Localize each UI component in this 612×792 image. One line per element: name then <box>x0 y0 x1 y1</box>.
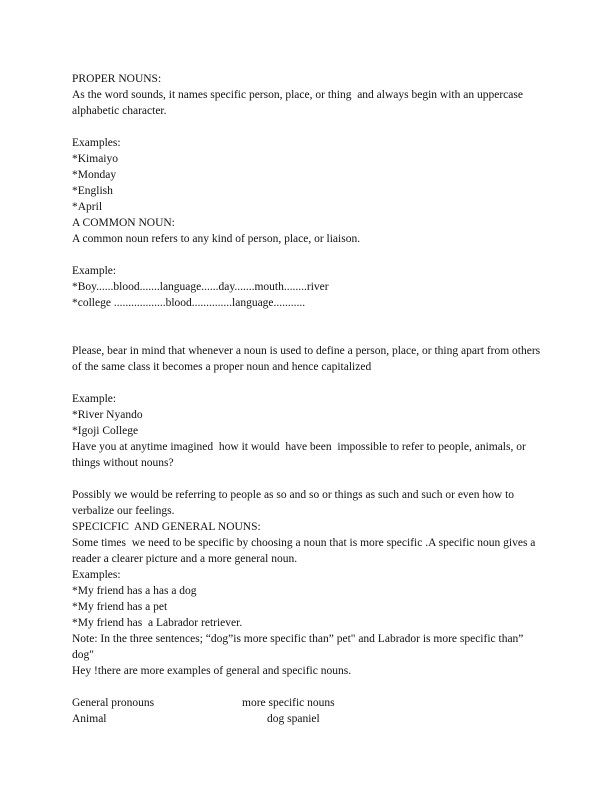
more-examples-line: Hey !there are more examples of general and specific nouns. <box>72 665 352 677</box>
document-page <box>72 71 542 727</box>
proper-noun-example: *Kimaiyo <box>72 153 118 165</box>
table-header-specific: more specific nouns <box>242 697 335 709</box>
capitalization-example: *River Nyando <box>72 409 143 421</box>
capitalization-example-label: Example: <box>72 393 117 405</box>
proper-noun-example: *April <box>72 201 103 213</box>
common-noun-example-label: Example: <box>72 265 117 277</box>
capitalization-note: Please, bear in mind that whenever a noun is used to define a person, place, or thing apart from others of the same class it becomes a proper noun and hence capitalized <box>72 345 544 373</box>
proper-nouns-heading: PROPER NOUNS: <box>72 73 162 85</box>
proper-nouns-examples-label: Examples: <box>72 137 121 149</box>
possibly-paragraph: Possibly we would be referring to people as so and so or things as such and such or even how to verbalize our feelings. <box>72 489 517 517</box>
table-cell-general: Animal <box>72 713 107 725</box>
specific-general-example: *My friend has a Labrador retriever. <box>72 617 243 629</box>
table-cell-specific: dog spaniel <box>267 713 320 725</box>
specific-general-example: *My friend has a pet <box>72 601 168 613</box>
specific-general-examples-label: Examples: <box>72 569 121 581</box>
proper-noun-example: *English <box>72 185 113 197</box>
table-row <box>72 711 542 727</box>
proper-nouns-definition: As the word sounds, it names specific person, place, or thing and always begin with an uppercase alphabetic character. <box>72 89 526 117</box>
proper-noun-example: *Monday <box>72 169 117 181</box>
capitalization-example: *Igoji College <box>72 425 139 437</box>
common-noun-heading: A COMMON NOUN: <box>72 217 175 229</box>
common-noun-definition: A common noun refers to any kind of person, place, or liaison. <box>72 233 361 245</box>
specific-general-example: *My friend has a has a dog <box>72 585 197 597</box>
specific-general-heading: SPECICFIC AND GENERAL NOUNS: <box>72 521 261 533</box>
table-header-row <box>72 695 542 711</box>
common-noun-example: *college ..................blood..............language........... <box>72 297 306 309</box>
common-noun-example: *Boy......blood.......language......day.......mouth........river <box>72 281 329 293</box>
specific-general-note: Note: In the three sentences; “dog”is more specific than” pet" and Labrador is more specific than” dog" <box>72 633 527 661</box>
nouns-question: Have you at anytime imagined how it would have been impossible to refer to people, animals, or things without nouns? <box>72 441 529 469</box>
specific-general-intro: Some times we need to be specific by choosing a noun that is more specific .A specific noun gives a reader a clearer picture and a more general noun. <box>72 537 539 565</box>
table-header-general: General pronouns <box>72 697 155 709</box>
